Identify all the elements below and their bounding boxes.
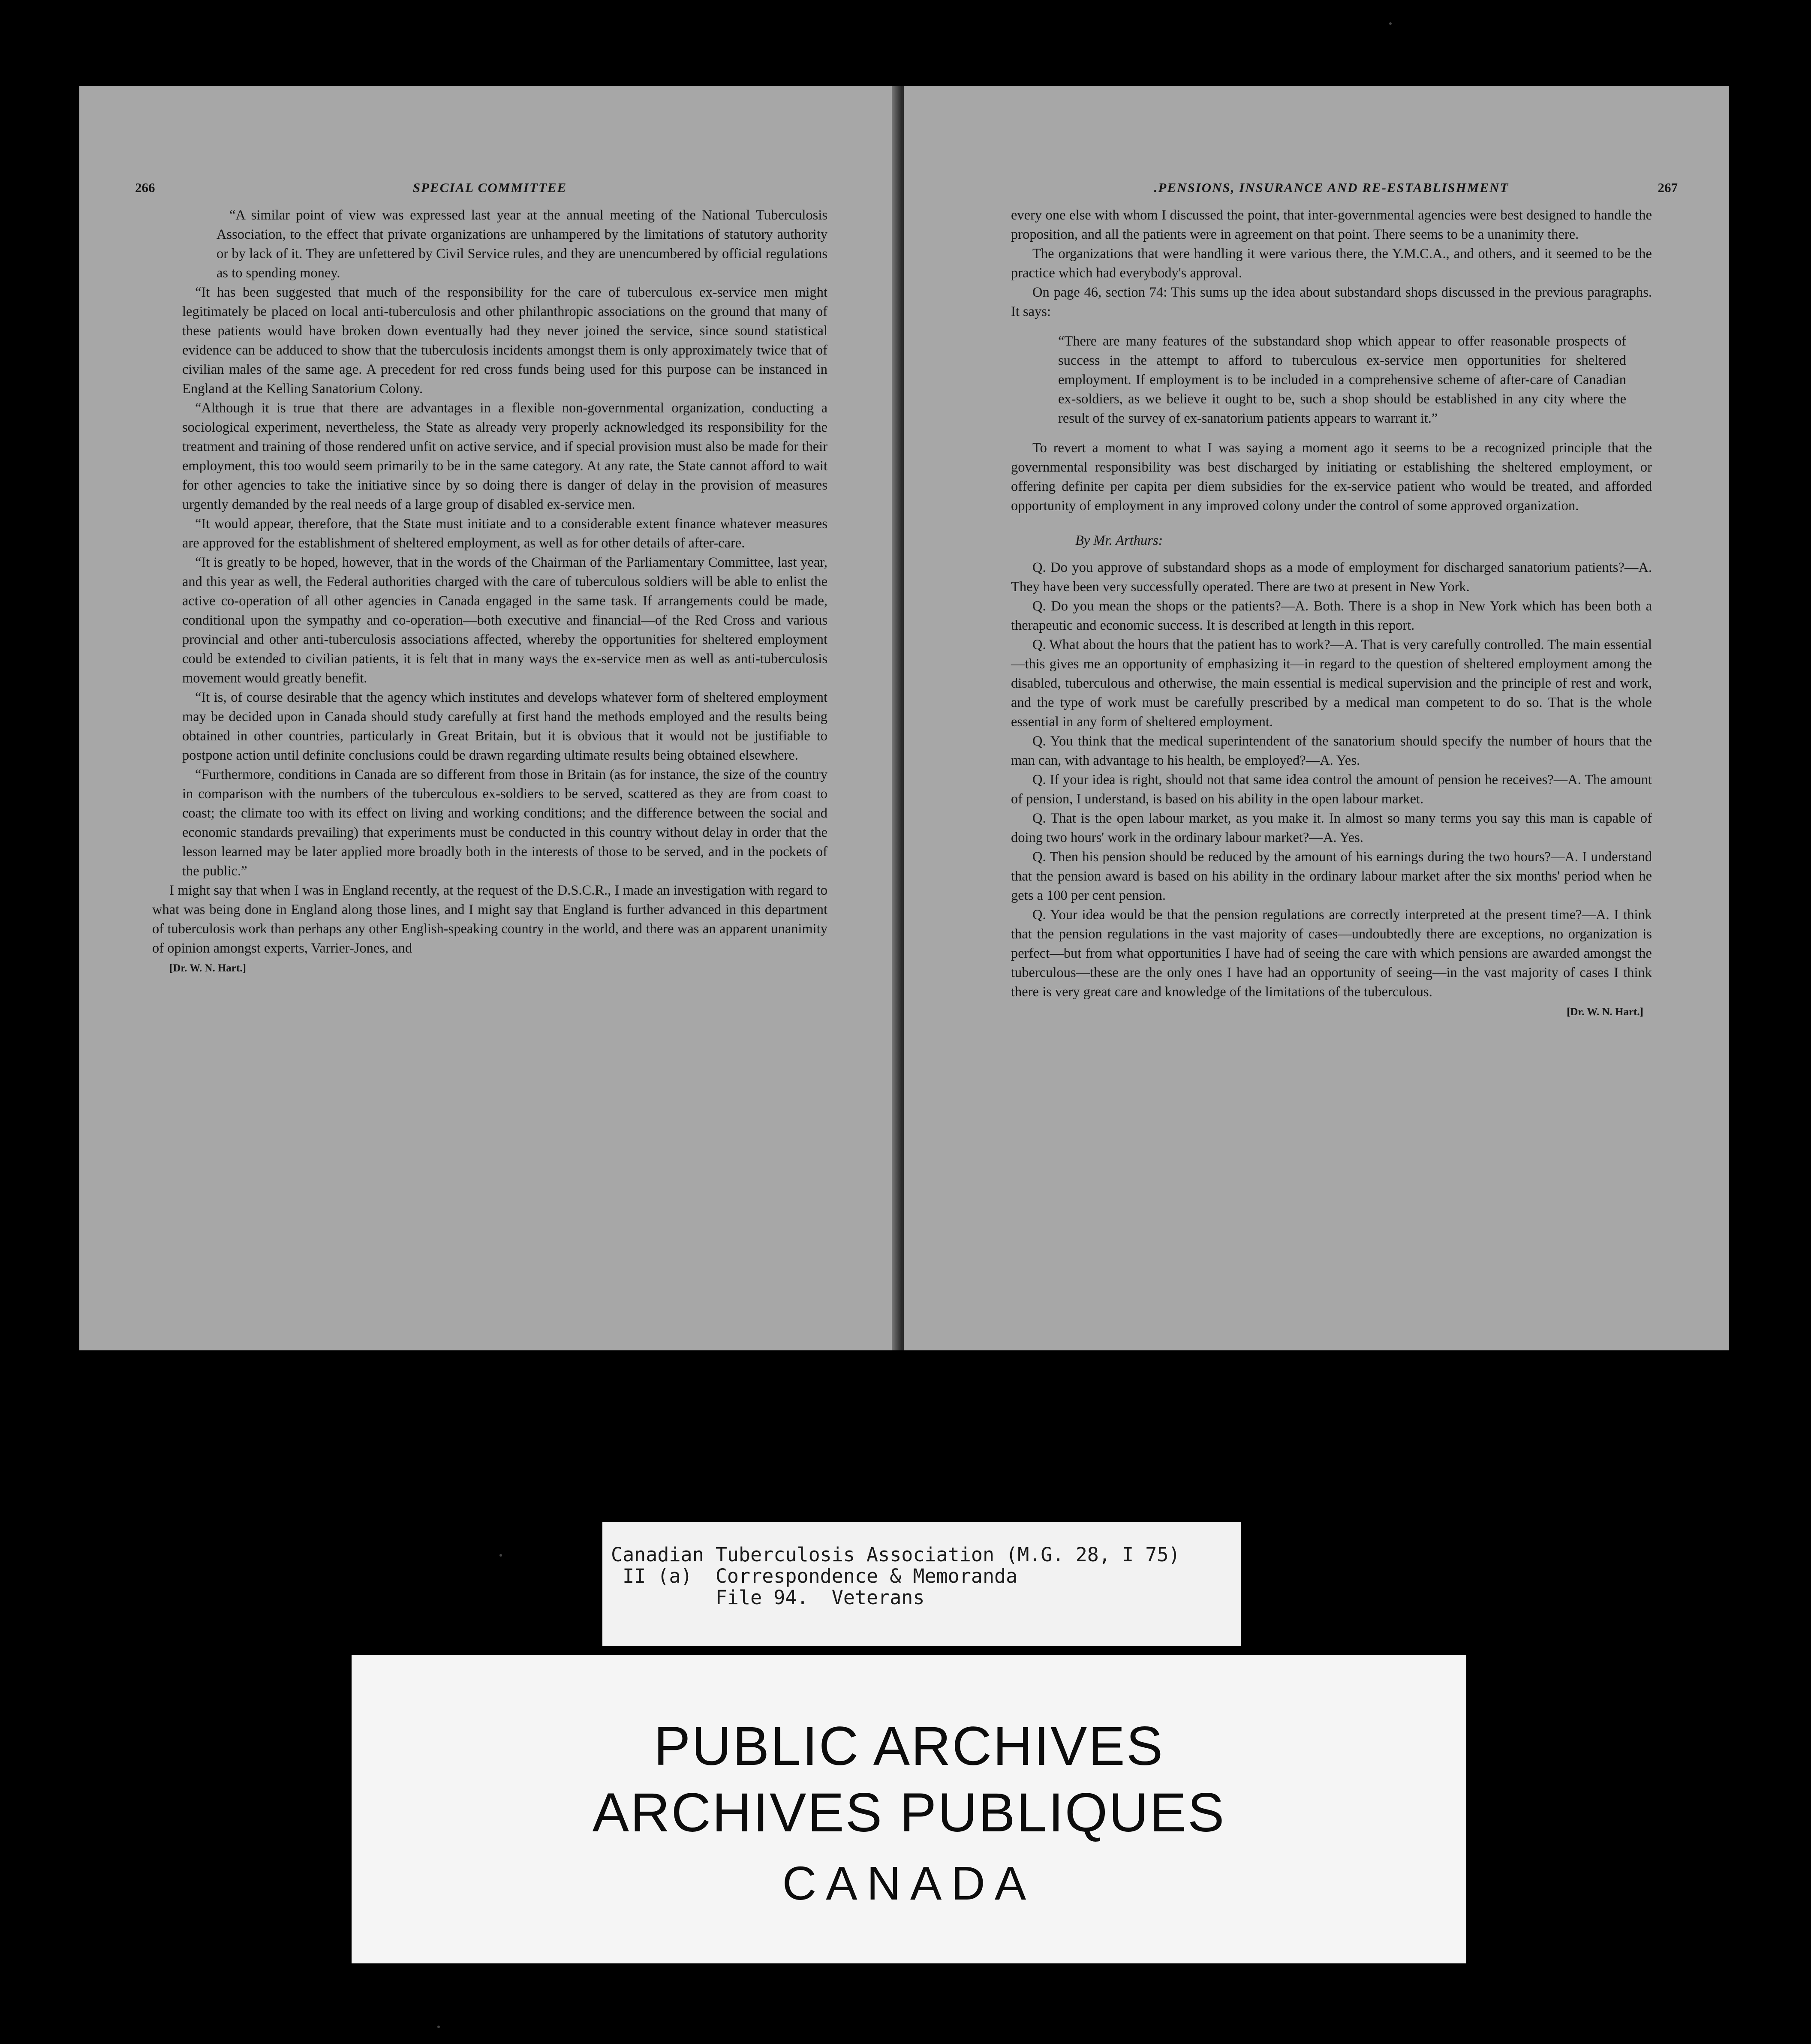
- left-paragraph-4: “It would appear, therefore, that the State must initiate and to a considerable extent finance whatever measures are approved for the establishment of sheltered employment, as well as for other details of after-care.: [182, 516, 827, 551]
- archive-stamp-country: CANADA: [782, 1857, 1036, 1910]
- qa-item: Q. What about the hours that the patient has to work?—A. That is very carefully controlled. The main essential—this gives me an opportunity of emphasizing it—in regard to the question of sheltered employment among the disabled, tuberculous and otherwise, the main essential is medical supervision and the principle of rest and work, and the type of work must be carefully prescribed by a medical man competent to do so. That is the whole essential in any form of sheltered employment.: [1011, 637, 1652, 730]
- left-paragraph-1: “A similar point of view was expressed last year at the annual meeting of the National Tuberculosis Association, to the effect that private organizations are unhampered by the limitations of statutory authority or by lack of it. They are unfettered by Civil Service rules, and they are unencumbered by official regulations as to spending money.: [217, 207, 827, 281]
- right-paragraph-3: On page 46, section 74: This sums up the idea about substandard shops discussed in the previous paragraphs. It says:: [1011, 285, 1652, 319]
- scan-speck: [1389, 22, 1392, 25]
- left-running-title: SPECIAL COMMITTEE: [412, 180, 567, 195]
- archive-reference-label: [602, 1522, 1241, 1646]
- left-paragraph-7: “Furthermore, conditions in Canada are so different from those in Britain (as for instance, the size of the country in comparison with the numbers of the tuberculous ex-soldiers to be served, scattered as they are from coast to coast; the climate too with its effect on living and working conditions; and the difference between the social and economic standards prevailing) that experiments must be conducted in this country without delay in order that the lesson learned may be later applied more broadly both in the interests of those to be served, and in the pockets of the public.”: [182, 767, 827, 879]
- archive-stamp-english: PUBLIC ARCHIVES: [653, 1716, 1164, 1777]
- left-paragraph-2: “It has been suggested that much of the responsibility for the care of tuberculous ex-service men might legitimately be placed on local anti-tuberculosis and other philanthropic associations on the ground that many of these patients would have broken down eventually had they never joined the service, since sound statistical evidence can be adduced to show that the tuberculosis incidents amongst them is only approximately twice that of civilian males of the same age. A precedent for red cross funds being used for this purpose can be instanced in England at the Kelling Sanatorium Colony.: [182, 285, 827, 397]
- left-paragraph-6: “It is, of course desirable that the agency which institutes and develops whatever form of sheltered employment may be decided upon in Canada should study carefully at first hand the methods employed and the results being obtained in other countries, particularly in Great Britain, but it is obvious that it would not be justifiable to postpone action until definite conclusions could be drawn regarding ultimate results being obtained elsewhere.: [182, 690, 827, 763]
- right-byline: By Mr. Arthurs:: [1075, 533, 1163, 548]
- left-paragraph-3: “Although it is true that there are advantages in a flexible non-governmental organization, conducting a sociological experiment, nevertheless, the State as already very properly acknowledged its responsibility for the treatment and training of those rendered unfit on active service, and if special provision must also be made for their employment, this too would seem primarily to be in the same category. At any rate, the State cannot afford to wait for other agencies to take the initiative since by so doing there is danger of delay in the provision of measures urgently demanded by the real needs of a large group of disabled ex-service men.: [182, 400, 827, 512]
- right-running-title: .PENSIONS, INSURANCE AND RE-ESTABLISHMENT: [1154, 180, 1509, 195]
- scan-speck: [437, 2026, 440, 2028]
- archive-label-line-3: File 94. Veterans: [611, 1586, 925, 1609]
- right-block-quote: “There are many features of the substandard shop which appear to offer reasonable prospects of success in the attempt to afford to tuberculous ex-service men opportunities for sheltered employment. If employment is to be included in a comprehensive scheme of after-care of Canadian ex-soldiers, as we believe it ought to be, such a shop should be established in any city where the result of the survey of ex-sanatorium patients appears to warrant it.”: [1058, 334, 1626, 426]
- qa-item: Q. Then his pension should be reduced by the amount of his earnings during the two hours?—A. I understand that the pension award is based on his ability in the ordinary labour market after the six months' period when he gets a 100 per cent pension.: [1011, 849, 1652, 903]
- right-paragraph-4: To revert a moment to what I was saying a moment ago it seems to be a recognized principle that the governmental responsibility was best discharged by initiating or establishing the sheltered employment, or offering definite per capita per diem subsidies for the ex-service patient who would be treated, and afforded opportunity of employment in any improved colony under the control of some approved organization.: [1011, 440, 1652, 514]
- left-footer-credit: [Dr. W. N. Hart.]: [169, 962, 246, 974]
- left-page: [79, 86, 900, 1350]
- right-paragraph-2: The organizations that were handling it were various there, the Y.M.C.A., and others, and it seemed to be the practice which had everybody's approval.: [1011, 246, 1652, 281]
- public-archives-card: [352, 1655, 1466, 1963]
- left-page-number: 266: [135, 180, 155, 195]
- qa-item: Q. Do you approve of substandard shops as a mode of employment for discharged sanatorium patients?—A. They have been very successfully operated. There are two at present in New York.: [1011, 560, 1652, 595]
- archive-label-line-2: II (a) Correspondence & Memoranda: [611, 1565, 1018, 1587]
- right-lead-paragraph: every one else with whom I discussed the point, that inter-governmental agencies were best designed to handle the proposition, and all the patients were in agreement on that point. There seems to be a unanimity there.: [1011, 207, 1652, 242]
- qa-item: Q. You think that the medical superintendent of the sanatorium should specify the number of hours that the man can, with advantage to his health, be employed?—A. Yes.: [1011, 733, 1652, 768]
- right-page-number: 267: [1658, 180, 1678, 195]
- left-paragraph-5: “It is greatly to be hoped, however, that in the words of the Chairman of the Parliamentary Committee, last year, and this year as well, the Federal authorities charged with the care of tuberculous soldiers will be able to enlist the active co-operation of all other agencies in Canada engaged in the same task. If arrangements could be made, conditional upon the sympathy and co-operation—both executive and financial—of the Red Cross and various provincial and other anti-tuberculosis associations affected, whereby the opportunities for sheltered employment could be extended to civilian patients, it is felt that in many ways the ex-service men as well as anti-tuberculosis movement would greatly benefit.: [182, 555, 827, 686]
- right-body-text: [1011, 206, 1652, 1002]
- right-footer-credit: [Dr. W. N. Hart.]: [1567, 1006, 1643, 1018]
- archive-label-line-1: Canadian Tuberculosis Association (M.G. 28, I 75): [611, 1543, 1180, 1566]
- left-paragraph-8: I might say that when I was in England recently, at the request of the D.S.C.R., I made an investigation with regard to what was being done in England along those lines, and I might say that England is further advanced in this department of tuberculosis work than perhaps any other English-speaking country in the world, and there was an apparent unanimity of opinion amongst experts, Varrier-Jones, and: [152, 883, 827, 956]
- right-running-head: [1011, 180, 1678, 206]
- qa-item: Q. If your idea is right, should not that same idea control the amount of pension he receives?—A. The amount of pension, I understand, is based on his ability in the open labour market.: [1011, 772, 1652, 807]
- archive-stamp-french: ARCHIVES PUBLIQUES: [592, 1782, 1226, 1843]
- right-page: [904, 86, 1729, 1350]
- left-running-head: [135, 180, 827, 206]
- qa-item: Q. Your idea would be that the pension regulations are correctly interpreted at the present time?—A. I think that the pension regulations in the vast majority of cases—undoubtedly there are exceptions, no organization is perfect—but from what opportunities I have had of seeing the care with which pensions are awarded amongst the tuberculous—these are the only ones I have had an opportunity of seeing—in the vast majority of cases I think there is very great care and knowledge of the limitations of the tuberculous.: [1011, 907, 1652, 1000]
- qa-item: Q. Do you mean the shops or the patients?—A. Both. There is a shop in New York which has been both a therapeutic and economic success. It is described at length in this report.: [1011, 598, 1652, 633]
- left-body-text: [152, 206, 827, 958]
- qa-item: Q. That is the open labour market, as you make it. In almost so many terms you say this man is capable of doing two hours' work in the ordinary labour market?—A. Yes.: [1011, 811, 1652, 845]
- scan-speck: [499, 1554, 502, 1557]
